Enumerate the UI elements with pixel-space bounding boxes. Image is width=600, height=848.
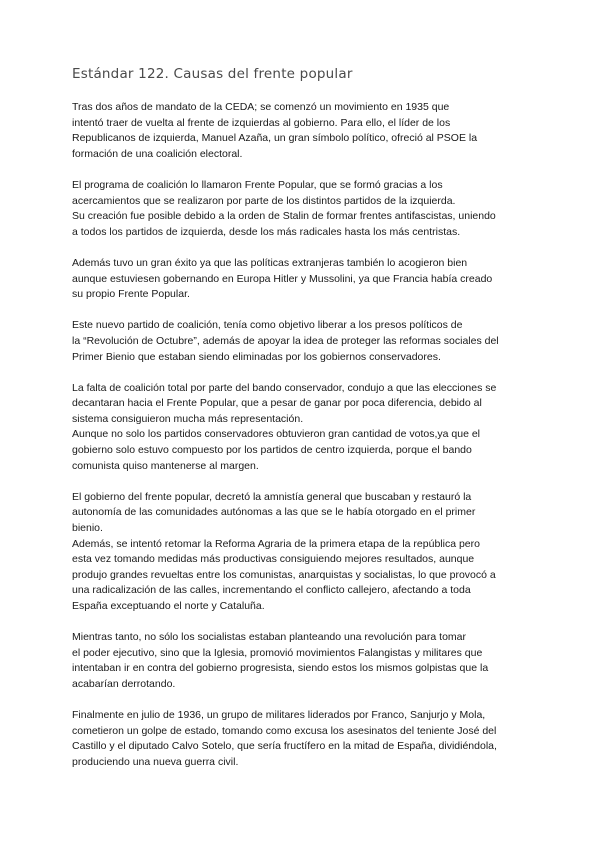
paragraph-7 xyxy=(72,630,532,692)
page-title: Estándar 122. Causas del frente popular xyxy=(72,66,353,82)
text-line: Además, se intentó retomar la Reforma Agraria de la primera etapa de la república pero xyxy=(72,537,480,550)
text-line: Aunque no solo los partidos conservadores obtuvieron gran cantidad de votos,ya que el xyxy=(72,428,481,441)
document-body xyxy=(72,100,532,786)
text-line: Republicanos de izquierda, Manuel Azaña, un gran símbolo político, ofreció al PSOE la xyxy=(72,132,478,145)
text-line: a todos los partidos de izquierda, desde los más radicales hasta los más centristas. xyxy=(72,225,461,238)
text-line: gobierno solo estuvo compuesto por los partidos de centro izquierda, porque el bando xyxy=(72,444,472,457)
text-line: formación de una coalición electoral. xyxy=(72,147,243,160)
text-line: el poder ejecutivo, sino que la Iglesia, promovió movimientos Falangistas y militares que xyxy=(72,646,483,659)
paragraph-1 xyxy=(72,100,532,162)
text-line: aunque estuviesen gobernando en Europa Hitler y Mussolini, ya que Francia había creado xyxy=(72,272,493,285)
text-line: produciendo una nueva guerra civil. xyxy=(72,755,239,768)
text-line: sistema consiguieron mucha más representación. xyxy=(72,412,304,425)
text-line: intentaban ir en contra del gobierno progresista, siendo estos los mismos golpistas que la xyxy=(72,662,489,675)
text-line: produjo grandes revueltas entre los comunistas, anarquistas y socialistas, lo que provocó a xyxy=(72,568,496,581)
text-line: bienio. xyxy=(72,522,103,535)
text-line: autonomía de las comunidades autónomas a las que se le había otorgado en el primer xyxy=(72,506,476,519)
text-line: decantaran hacia el Frente Popular, que a pesar de ganar por poca diferencia, debido al xyxy=(72,397,482,410)
text-line: La falta de coalición total por parte del bando conservador, condujo a que las elecciones se xyxy=(72,381,497,394)
text-line: una radicalización de las calles, incrementando el conflicto callejero, afectando a toda xyxy=(72,584,471,597)
text-line: la “Revolución de Octubre”, además de apoyar la idea de proteger las reformas sociales del xyxy=(72,334,499,347)
paragraph-3 xyxy=(72,256,532,303)
text-line: Tras dos años de mandato de la CEDA; se comenzó un movimiento en 1935 que xyxy=(72,101,450,113)
text-line: esta vez tomando medidas más productivas consiguiendo mejores resultados, aunque xyxy=(72,553,475,566)
text-line: Su creación fue posible debido a la orden de Stalin de formar frentes antifascistas, uniendo xyxy=(72,210,496,223)
text-line: Primer Bienio que estaban siendo eliminadas por los gobiernos conservadores. xyxy=(72,350,441,363)
paragraph-2 xyxy=(72,178,532,240)
paragraph-6 xyxy=(72,490,532,615)
text-line: Castillo y el diputado Calvo Sotelo, que sería fructífero en la mitad de España, dividiéndola, xyxy=(72,740,497,753)
text-line: intentó traer de vuelta al frente de izquierdas al gobierno. Para ello, el líder de los xyxy=(72,116,451,129)
text-line: su propio Frente Popular. xyxy=(72,288,190,301)
text-line: El programa de coalición lo llamaron Frente Popular, que se formó gracias a los xyxy=(72,178,443,191)
text-line: España exceptuando el norte y Cataluña. xyxy=(72,600,265,612)
text-line: Además tuvo un gran éxito ya que las políticas extranjeras también lo acogieron bien xyxy=(72,256,468,269)
text-line: Mientras tanto, no sólo los socialistas estaban planteando una revolución para tomar xyxy=(72,631,466,644)
text-line: Finalmente en julio de 1936, un grupo de militares liderados por Franco, Sanjurjo y Mola, xyxy=(72,709,486,722)
paragraph-5 xyxy=(72,381,532,475)
text-line: El gobierno del frente popular, decretó la amnistía general que buscaban y restauró la xyxy=(72,490,472,503)
text-line: acercamientos que se realizaron por parte de los distintos partidos de la izquierda. xyxy=(72,194,456,207)
paragraph-8 xyxy=(72,708,532,770)
text-line: Este nuevo partido de coalición, tenía como objetivo liberar a los presos políticos de xyxy=(72,319,463,332)
text-line: comunista quiso mantenerse al margen. xyxy=(72,459,259,472)
text-line: cometieron un golpe de estado, tomando como excusa los asesinatos del teniente José del xyxy=(72,724,497,737)
text-line: acabarían derrotando. xyxy=(72,677,176,690)
paragraph-4 xyxy=(72,318,532,365)
